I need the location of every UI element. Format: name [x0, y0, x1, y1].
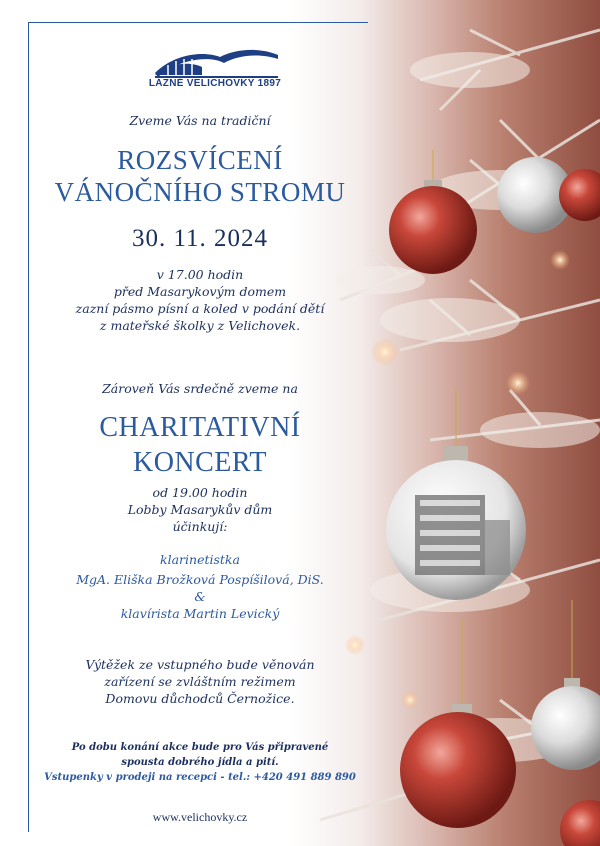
- event1-detail-line: zazní pásmo písní a koled v podání dětí: [75, 301, 325, 316]
- proceeds-line: zařízení se zvláštním režimem: [104, 674, 296, 689]
- event2-detail-line: od 19.00 hodin: [152, 485, 248, 500]
- event1-date: 30. 11. 2024: [131, 225, 269, 252]
- proceeds-line: Výtěžek ze vstupného bude věnován: [85, 657, 315, 672]
- event2-detail-line: Lobby Masarykův dům: [127, 502, 273, 517]
- footer-note-line: Po dobu konání akce bude pro Vás připravené: [71, 742, 329, 753]
- event2-performers: [0, 550, 400, 624]
- event1-detail-line: v 17.00 hodin: [156, 267, 244, 282]
- intro2-text: Zároveň Vás srdečně zveme na: [102, 381, 298, 396]
- proceeds-line: Domovu důchodců Černožice.: [105, 691, 295, 706]
- event2-title-line2: KONCERT: [132, 447, 268, 478]
- footer-note: [0, 740, 400, 785]
- event1-detail-line: před Masarykovým domem: [113, 284, 287, 299]
- performer-line: klarinetistka: [160, 552, 240, 567]
- event2-detail-line: účinkují:: [172, 519, 228, 534]
- performer-line: &: [194, 589, 206, 604]
- event2-details: [0, 484, 400, 535]
- logo-wordmark: LÁZNĚ VELICHOVKY 1897: [148, 78, 282, 89]
- performer-line: MgA. Eliška Brožková Pospíšilová, DiS.: [76, 572, 324, 587]
- website-link[interactable]: www.velichovky.cz: [152, 810, 248, 824]
- proceeds-text: [0, 656, 400, 707]
- event1-detail-line: z mateřské školky z Velichovek.: [99, 318, 301, 333]
- frame-top-line: [28, 22, 368, 23]
- footer-note-line: spousta dobrého jídla a pití.: [121, 757, 279, 768]
- event1-title-line2: VÁNOČNÍHO STROMU: [54, 177, 346, 207]
- tickets-info: Vstupenky v prodeji na recepci - tel.: +420 491 889 890: [44, 772, 356, 783]
- intro-text: Zveme Vás na tradiční: [129, 113, 271, 128]
- event2-title-line1: CHARITATIVNÍ: [99, 412, 301, 443]
- performer-line: klavírista Martin Levický: [120, 606, 280, 621]
- event1-title-line1: ROZSVÍCENÍ: [117, 145, 283, 175]
- event1-details: [0, 266, 400, 334]
